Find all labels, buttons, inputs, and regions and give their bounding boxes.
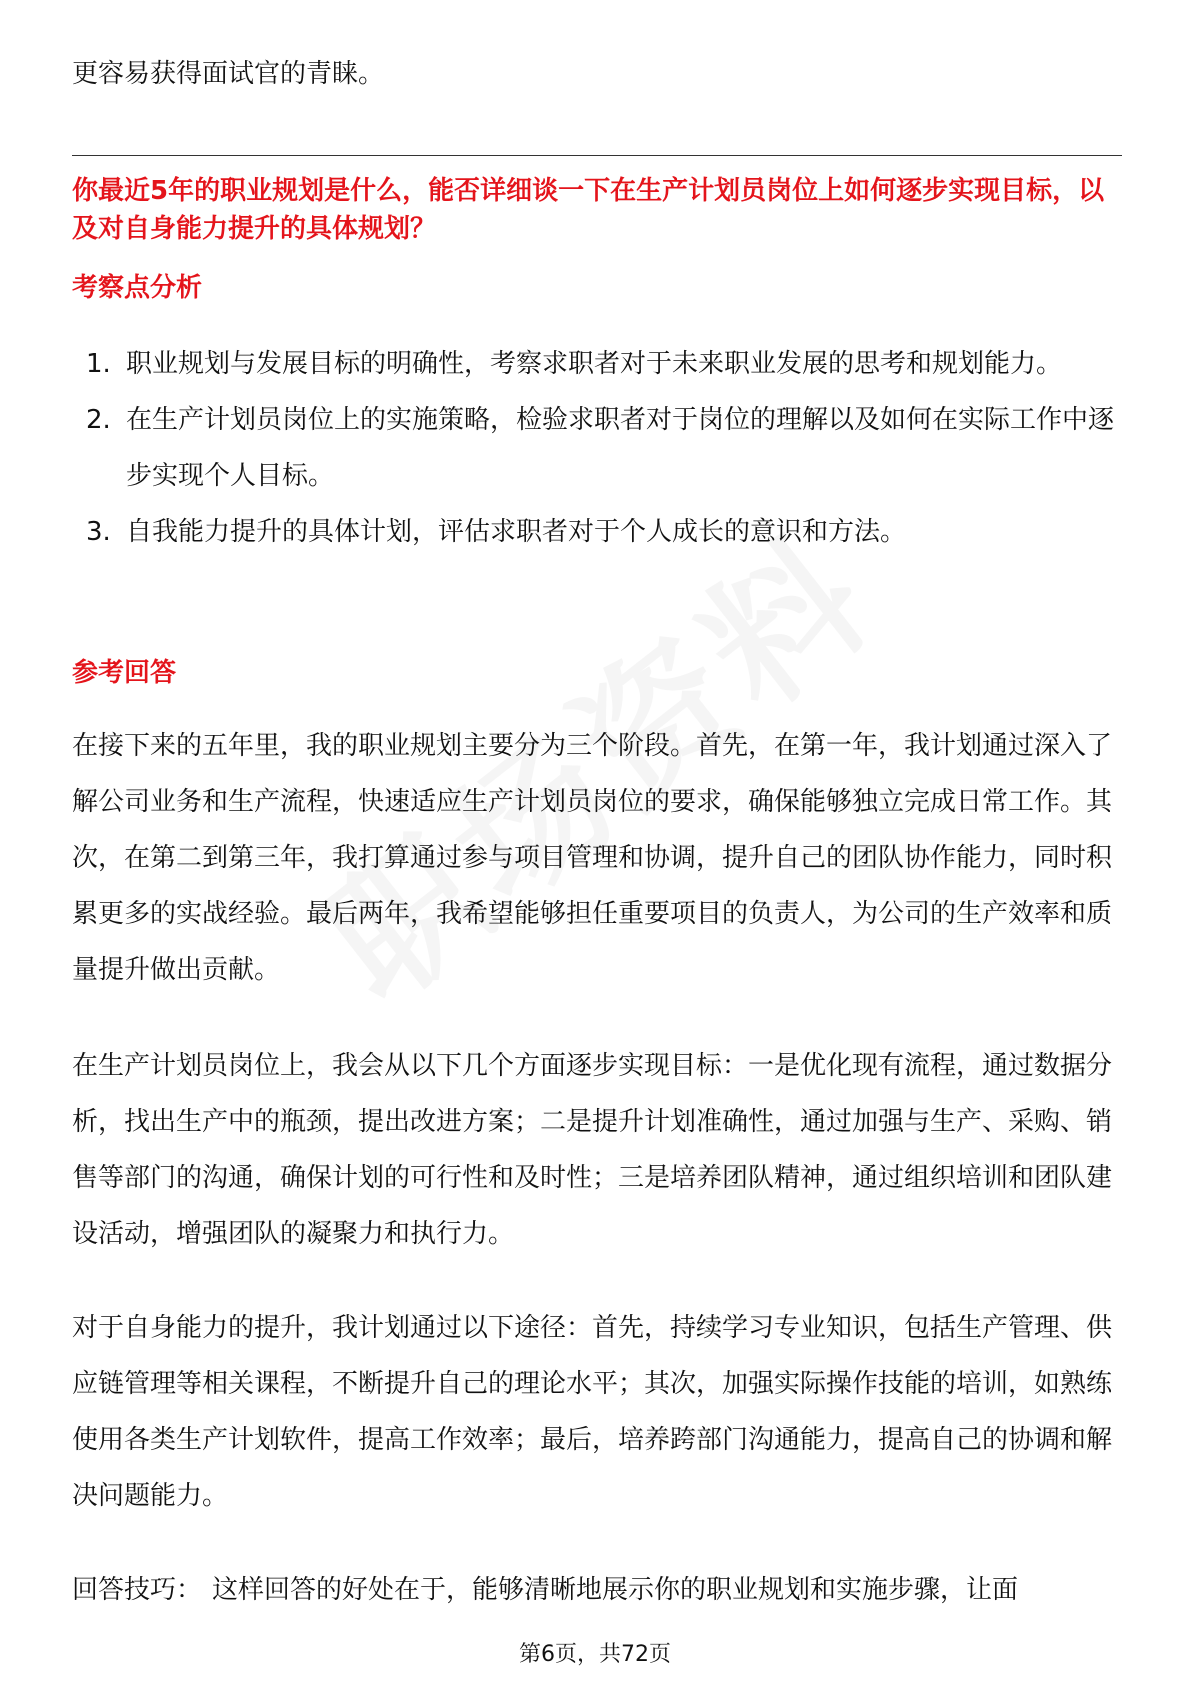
analysis-heading: 考察点分析 xyxy=(72,273,203,303)
list-item-text: 职业规划与发展目标的明确性，考察求职者对于未来职业发展的思考和规划能力。 xyxy=(126,349,1063,379)
tips-label: 回答技巧： xyxy=(72,1575,203,1605)
question-heading: 你最近5年的职业规划是什么，能否详细谈一下在生产计划员岗位上如何逐步实现目标，以及对自身能力提升的具体规划？ xyxy=(72,176,1105,244)
list-item xyxy=(72,336,1122,392)
list-item xyxy=(72,504,1122,560)
list-item-text: 自我能力提升的具体计划，评估求职者对于个人成长的意识和方法。 xyxy=(126,517,907,547)
tips-paragraph xyxy=(72,1562,1122,1618)
answer-heading: 参考回答 xyxy=(72,658,177,688)
list-item-number: 3. xyxy=(86,517,111,547)
answer-paragraph: 对于自身能力的提升，我计划通过以下途径：首先，持续学习专业知识，包括生产管理、供应链管理等相关课程，不断提升自己的理论水平；其次，加强实际操作技能的培训，如熟练使用各类生产计划软件，提高工作效率；最后，培养跨部门沟通能力，提高自己的协调和解决问题能力。 xyxy=(72,1313,1113,1511)
list-item-number: 2. xyxy=(86,405,111,435)
answer-paragraph: 在生产计划员岗位上，我会从以下几个方面逐步实现目标：一是优化现有流程，通过数据分析，找出生产中的瓶颈，提出改进方案；二是提升计划准确性，通过加强与生产、采购、销售等部门的沟通，确保计划的可行性和及时性；三是培养团队精神，通过组织培训和团队建设活动，增强团队的凝聚力和执行力。 xyxy=(72,1051,1113,1249)
page-number: 第6页，共72页 xyxy=(519,1642,671,1667)
list-item xyxy=(72,392,1122,504)
section-divider xyxy=(72,155,1122,156)
list-item-text: 在生产计划员岗位上的实施策略，检验求职者对于岗位的理解以及如何在实际工作中逐步实现个人目标。 xyxy=(126,405,1115,491)
analysis-list xyxy=(72,336,1122,560)
list-item-number: 1. xyxy=(86,349,111,379)
tips-text: 这样回答的好处在于，能够清晰地展示你的职业规划和实施步骤，让面 xyxy=(212,1575,1019,1605)
answer-paragraph: 在接下来的五年里，我的职业规划主要分为三个阶段。首先，在第一年，我计划通过深入了解公司业务和生产流程，快速适应生产计划员岗位的要求，确保能够独立完成日常工作。其次，在第二到第三年，我打算通过参与项目管理和协调，提升自己的团队协作能力，同时积累更多的实战经验。最后两年，我希望能够担任重要项目的负责人，为公司的生产效率和质量提升做出贡献。 xyxy=(72,731,1113,985)
lead-text: 更容易获得面试官的青睐。 xyxy=(72,59,385,89)
